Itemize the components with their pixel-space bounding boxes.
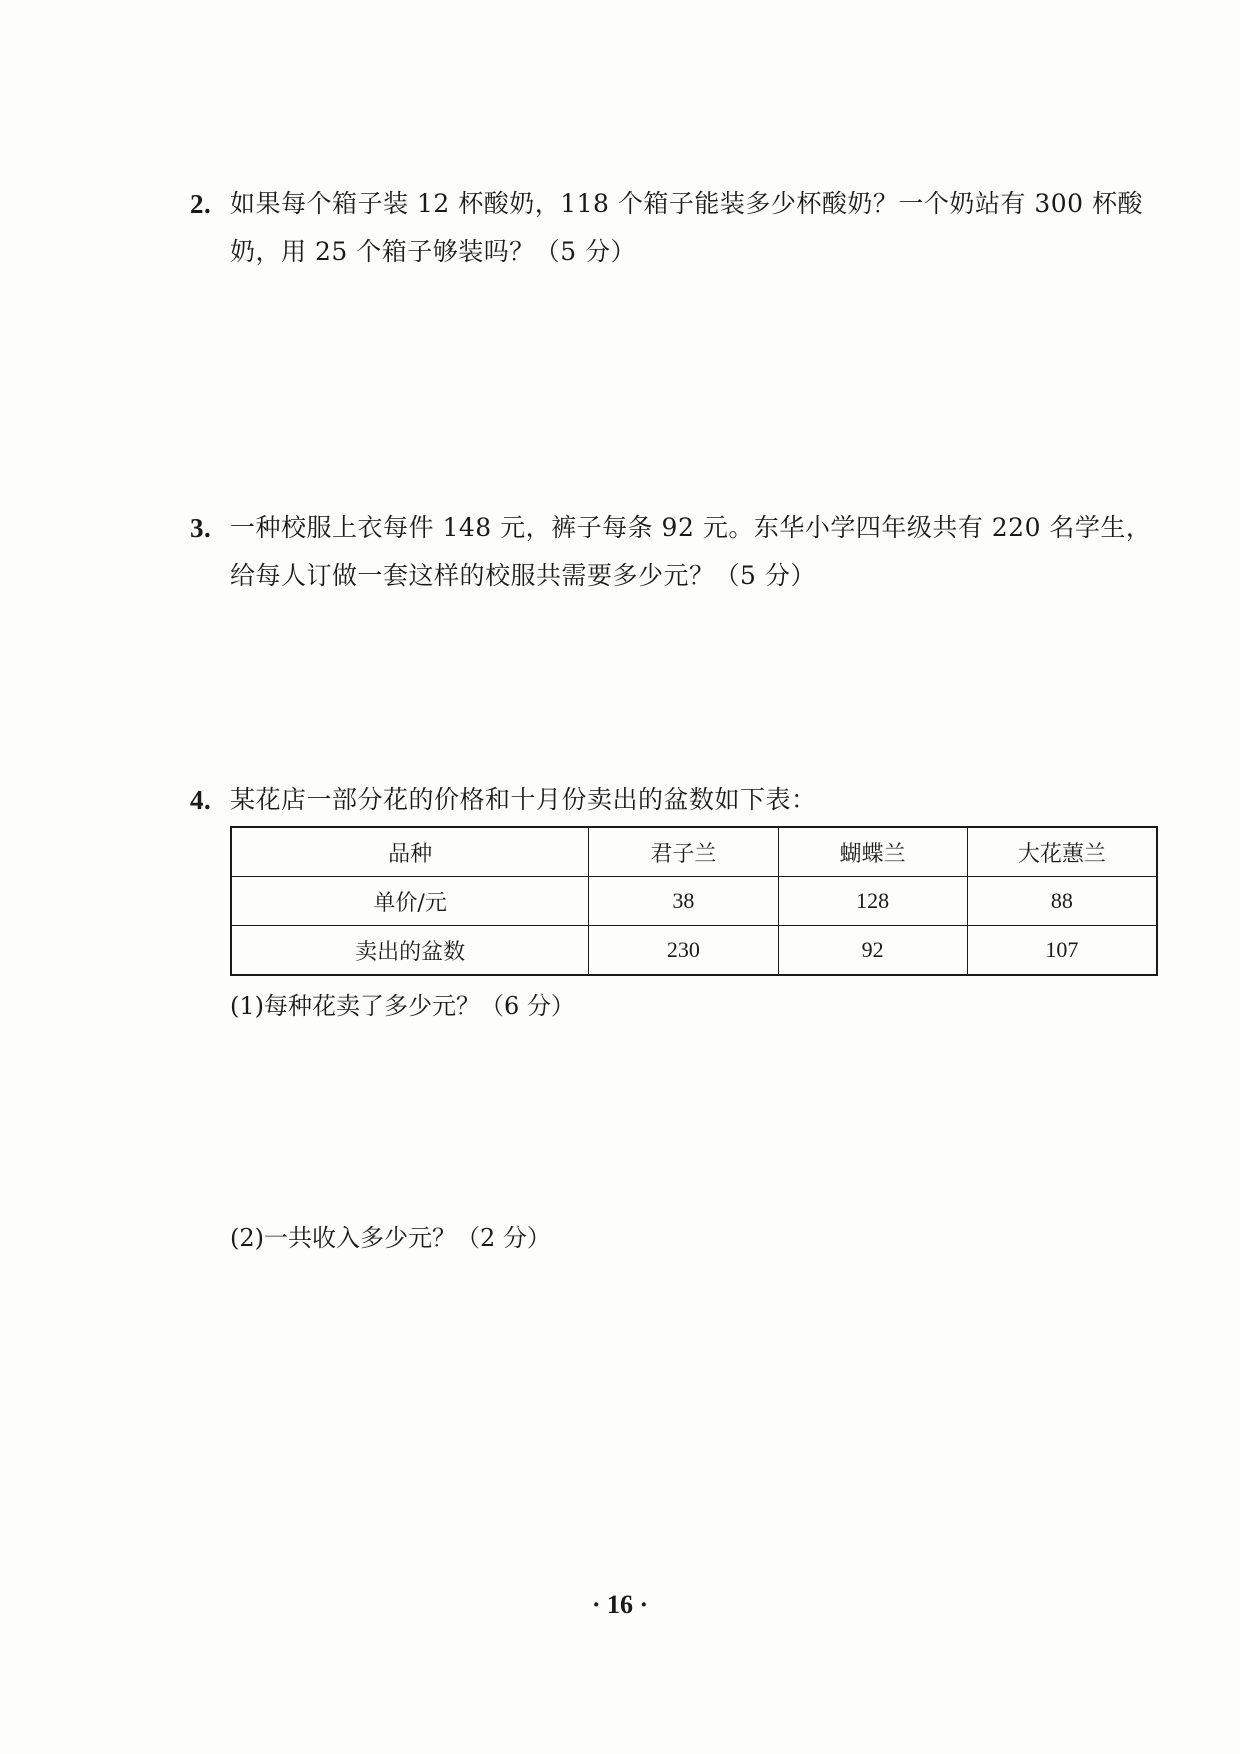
question-4 (190, 776, 1170, 824)
question-2-number: 2. (190, 189, 212, 219)
table-row-label: 卖出的盆数 (231, 926, 589, 976)
question-3-text: 一种校服上衣每件 148 元，裤子每条 92 元。东华小学四年级共有 220 名学生，给每人订做一套这样的校服共需要多少元？（5 分） (230, 513, 1152, 590)
table-cell: 38 (589, 877, 778, 926)
question-3-number: 3. (190, 513, 212, 543)
table-cell: 230 (589, 926, 778, 976)
question-4-text: 某花店一部分花的价格和十月份卖出的盆数如下表： (230, 785, 817, 814)
sub-question-1: (1)每种花卖了多少元？（6 分） (230, 992, 575, 1020)
table-header-cell: 品种 (231, 827, 589, 877)
table-cell: 128 (778, 877, 967, 926)
table-cell: 107 (967, 926, 1157, 976)
table-header-cell: 蝴蝶兰 (778, 827, 967, 877)
sub-question-2: (2)一共收入多少元？（2 分） (230, 1224, 551, 1252)
table-header-cell: 大花蕙兰 (967, 827, 1157, 877)
question-2 (190, 180, 1170, 276)
table-cell: 88 (967, 877, 1157, 926)
question-4-number: 4. (190, 785, 212, 815)
question-2-text: 如果每个箱子装 12 杯酸奶，118 个箱子能装多少杯酸奶？一个奶站有 300 杯酸奶，用 25 个箱子够装吗？（5 分） (230, 189, 1143, 266)
table-row-label: 单价/元 (231, 877, 589, 926)
table-cell: 92 (778, 926, 967, 976)
table-row (231, 877, 1157, 926)
page-number: · 16 · (591, 1590, 649, 1619)
flower-price-table (230, 826, 1158, 976)
table-header-row (231, 827, 1157, 877)
question-3 (190, 504, 1170, 600)
table-header-cell: 君子兰 (589, 827, 778, 877)
table-row (231, 926, 1157, 976)
